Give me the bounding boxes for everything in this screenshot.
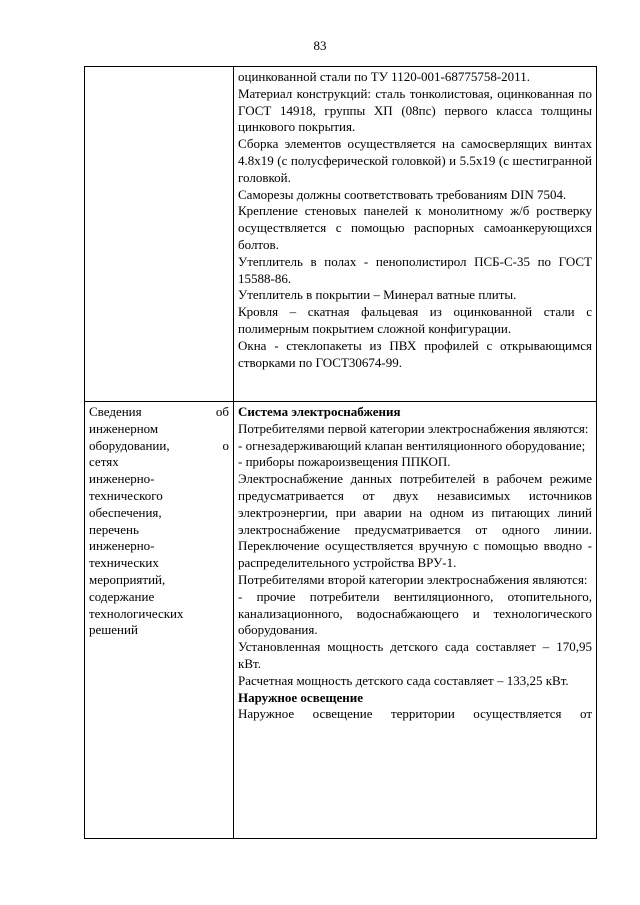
paragraph: Саморезы должны соответствовать требованиям DIN 7504. xyxy=(238,186,567,202)
paragraph: оцинкованной стали по ТУ 1120-001-68775758-2011. xyxy=(238,69,530,84)
paragraph: Материал конструкций: сталь тонколистовая, оцинкованная по ГОСТ 14918, группы ХП (08пс) первого класса толщины цинкового покрытия. xyxy=(238,85,592,135)
left-cell-line: инженерном xyxy=(89,420,159,436)
section-heading: Система электроснабжения xyxy=(238,404,401,419)
left-cell-line: технических xyxy=(89,555,159,571)
paragraph: Расчетная мощность детского сада составляет – 133,25 кВт. xyxy=(238,672,569,688)
left-cell-line: Сведения об xyxy=(89,404,229,419)
paragraph: Утеплитель в полах - пенополистирол ПСБ-С-35 по ГОСТ 15588-86. xyxy=(238,253,592,286)
left-cell-line: оборудовании, о xyxy=(89,437,229,453)
paragraph: Кровля – скатная фальцевая из оцинкованной стали с полимерным покрытием сложной конфигурации. xyxy=(238,304,592,336)
paragraph: Окна - стеклопакеты из ПВХ профилей с открывающимся створками по ГОСТ30674-99. xyxy=(238,337,592,370)
paragraph: Наружное освещение территории осуществляется от xyxy=(238,706,592,722)
paragraph: Потребителями второй категории электроснабжения являются: xyxy=(238,571,588,587)
left-cell-line: перечень xyxy=(89,521,139,537)
left-cell-line: обеспечения, xyxy=(89,504,162,520)
row2-left-cell xyxy=(85,402,234,839)
left-cell-line: инженерно- xyxy=(89,538,155,554)
paragraph: Сборка элементов осуществляется на самосверлящих винтах 4.8х19 (с полусферической головкой) и 5.5х19 (с шестигранной головкой. xyxy=(238,136,592,185)
paragraph: - огнезадерживающий клапан вентиляционного оборудование; xyxy=(238,437,586,453)
left-cell-line: сетях xyxy=(89,454,119,470)
row2-right-cell xyxy=(234,402,597,839)
paragraph: - приборы пожароизвещения ППКОП. xyxy=(238,454,451,470)
paragraph: Установленная мощность детского сада составляет – 170,95 кВт. xyxy=(238,639,592,671)
paragraph: Крепление стеновых панелей к монолитному ж/б ростверку осуществляется с помощью распорных самоанкерующихся болтов. xyxy=(238,203,592,252)
paragraph: Электроснабжение данных потребителей в рабочем режиме предусматривается от двух независимых источников электроэнергии, при аварии на одном из питающих линий электроснабжение предусматривается от одного линии. Переключение осуществляется вручную с помощью вводно - распределительного устройства ВРУ-1. xyxy=(238,471,592,571)
row1-left-cell xyxy=(85,67,234,402)
document-table xyxy=(84,66,597,839)
left-cell-line: технического xyxy=(89,487,163,503)
left-cell-line: технологических xyxy=(89,605,184,621)
left-cell-line: содержание xyxy=(89,588,155,604)
paragraph: Потребителями первой категории электроснабжения являются: xyxy=(238,420,589,436)
table-row xyxy=(85,402,597,839)
page-number: 83 xyxy=(313,38,327,53)
row1-right-cell xyxy=(234,67,597,402)
paragraph: - прочие потребители вентиляционного, отопительного, канализационного, водоснабжающего и технологического оборудования. xyxy=(238,588,592,638)
paragraph: Утеплитель в покрытии – Минерал ватные плиты. xyxy=(238,287,517,303)
left-cell-line: решений xyxy=(89,622,138,638)
section-heading: Наружное освещение xyxy=(238,689,363,705)
left-cell-line: инженерно- xyxy=(89,471,155,487)
table-row xyxy=(85,67,597,402)
left-cell-line: мероприятий, xyxy=(89,571,166,587)
